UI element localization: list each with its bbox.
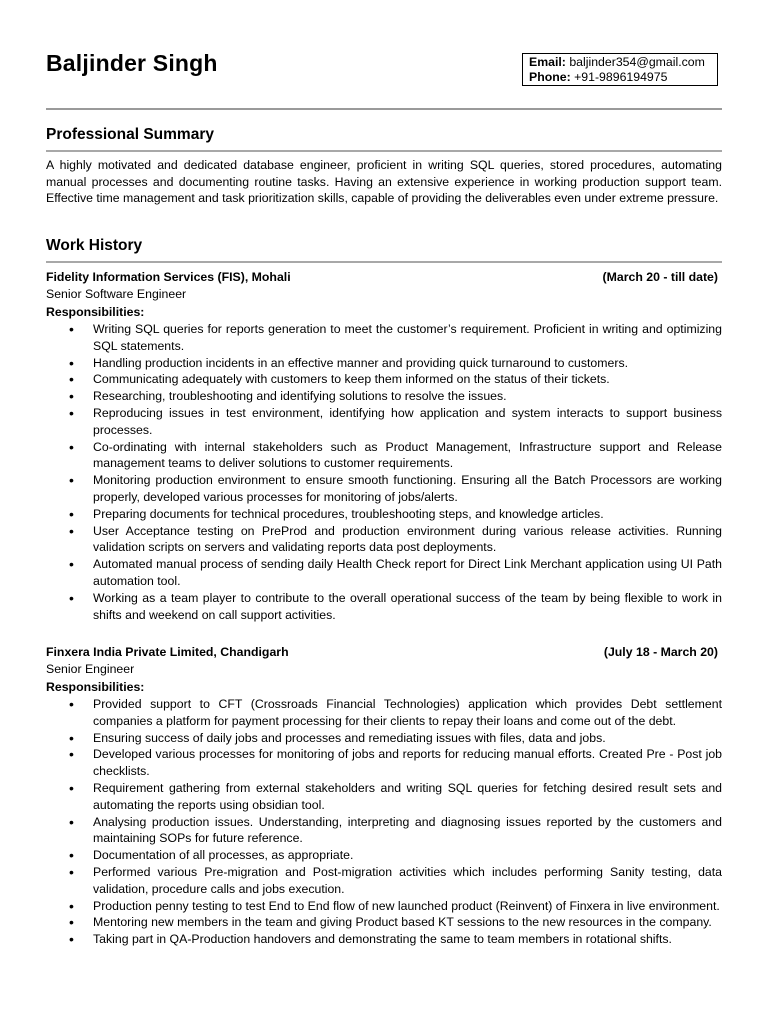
- list-item: • Handling production incidents in an effective manner and providing quick turnaround to customers.: [46, 355, 722, 372]
- job-entry-finxera: [46, 644, 722, 948]
- list-item: • User Acceptance testing on PreProd and production environment during various release activities. Running validation scripts on servers and validating reports data post deployments.: [46, 523, 722, 557]
- list-item: • Reproducing issues in test environment, identifying how application and system interacts to support business processes.: [46, 405, 722, 439]
- contact-box: [522, 53, 718, 86]
- summary-heading: Professional Summary: [46, 126, 214, 143]
- work-history-divider: [46, 261, 722, 263]
- list-item: • Working as a team player to contribute to the overall operational success of the team by being flexible to work in shifts and weekend on call support activities.: [46, 590, 722, 624]
- list-item: • Researching, troubleshooting and identifying solutions to resolve the issues.: [46, 388, 722, 405]
- candidate-name: Baljinder Singh: [46, 50, 218, 76]
- header-divider: [46, 108, 722, 110]
- phone-label: Phone:: [529, 70, 571, 84]
- list-item: • Documentation of all processes, as appropriate.: [46, 847, 722, 864]
- responsibilities-list: [46, 321, 722, 623]
- list-item: • Writing SQL queries for reports generation to meet the customer’s requirement. Proficient in writing and optimizing SQL statements.: [46, 321, 722, 355]
- phone-value: +91-9896194975: [574, 70, 668, 84]
- list-item: • Production penny testing to test End to End flow of new launched product (Reinvent) of Finxera in live environment.: [46, 898, 722, 915]
- list-item: • Preparing documents for technical procedures, troubleshooting steps, and knowledge articles.: [46, 506, 722, 523]
- job-entry-fis: [46, 269, 722, 623]
- list-item: • Monitoring production environment to ensure smooth functioning. Ensuring all the Batch Processors are working properly, developed various processes for monitoring of jobs/alerts.: [46, 472, 722, 506]
- list-item: • Requirement gathering from external stakeholders and writing SQL queries for fetching desired result sets and automating the reports using obsidian tool.: [46, 780, 722, 814]
- list-item: • Performed various Pre-migration and Post-migration activities which includes performing Sanity testing, data validation, procedure calls and jobs execution.: [46, 864, 722, 898]
- company-name: Finxera India Private Limited, Chandigarh: [46, 645, 289, 659]
- company-name: Fidelity Information Services (FIS), Mohali: [46, 270, 291, 284]
- responsibilities-label: Responsibilities:: [46, 680, 145, 694]
- list-item: • Provided support to CFT (Crossroads Financial Technologies) application which provides Debt settlement companies a platform for payment processing for their clients to repay their loans and come out of the debt.: [46, 696, 722, 730]
- job-header: [46, 644, 722, 661]
- list-item: • Mentoring new members in the team and giving Product based KT sessions to the new resources in the company.: [46, 914, 722, 931]
- summary-divider: [46, 150, 722, 152]
- list-item: • Ensuring success of daily jobs and processes and remediating issues with files, data and jobs.: [46, 730, 722, 747]
- email-value[interactable]: baljinder354@gmail.com: [569, 55, 705, 69]
- job-dates: (March 20 - till date): [602, 270, 718, 284]
- email-line: [529, 55, 711, 70]
- list-item: • Co-ordinating with internal stakeholders such as Product Management, Infrastructure support and Release management teams to deliver solutions to customer requirements.: [46, 439, 722, 473]
- responsibilities-label: Responsibilities:: [46, 305, 145, 319]
- work-history-heading: Work History: [46, 237, 143, 254]
- summary-text: A highly motivated and dedicated database engineer, proficient in writing SQL queries, stored procedures, automating manual processes and documenting routine tasks. Having an extensive experience in working production support team. Effective time management and task prioritization skills, capable of providing the deliverables even under extreme pressure.: [46, 158, 722, 206]
- job-role: Senior Engineer: [46, 662, 135, 676]
- job-dates: (July 18 - March 20): [603, 645, 718, 659]
- email-label: Email:: [529, 55, 566, 69]
- phone-line: [529, 70, 711, 85]
- job-header: [46, 269, 722, 286]
- list-item: • Automated manual process of sending daily Health Check report for Direct Link Merchant application using UI Path automation tool.: [46, 556, 722, 590]
- list-item: • Communicating adequately with customers to keep them informed on the status of their tickets.: [46, 371, 722, 388]
- responsibilities-list: [46, 696, 722, 948]
- list-item: • Taking part in QA-Production handovers and demonstrating the same to team members in rotational shifts.: [46, 931, 722, 948]
- job-role: Senior Software Engineer: [46, 287, 187, 301]
- list-item: • Analysing production issues. Understanding, interpreting and diagnosing issues reported by the customers and maintaining SOPs for future reference.: [46, 814, 722, 848]
- list-item: • Developed various processes for monitoring of jobs and reports for reducing manual efforts. Created Pre - Post job checklists.: [46, 746, 722, 780]
